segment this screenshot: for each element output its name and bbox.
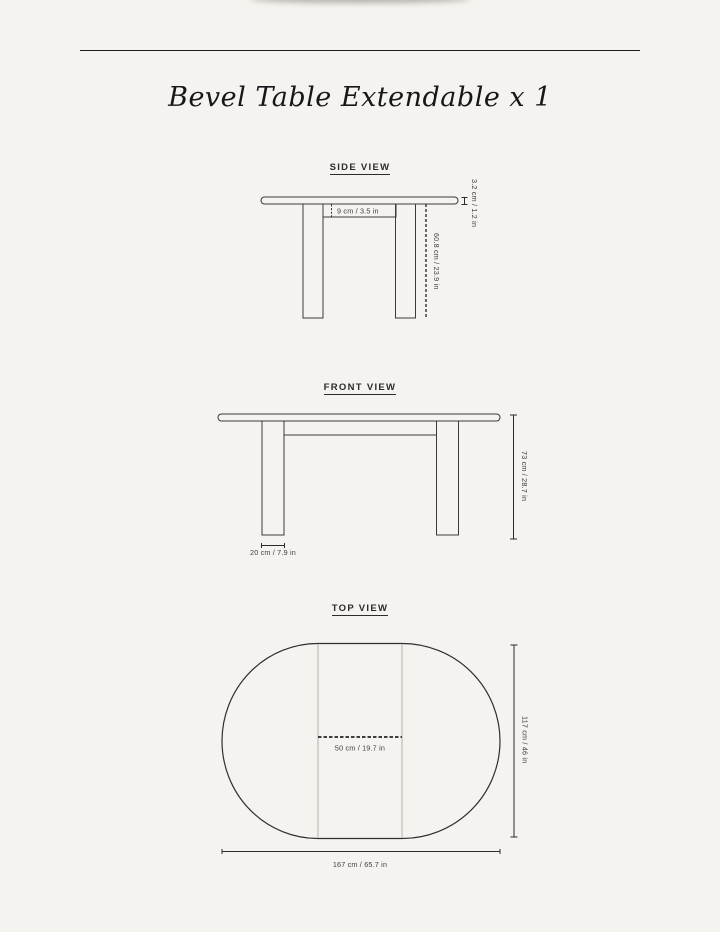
front-view-height-dim	[510, 415, 517, 539]
side-view-left-leg	[303, 204, 323, 318]
front-view-drawing	[218, 414, 529, 557]
front-view-height-label: 73 cm / 28.7 in	[520, 451, 529, 502]
side-view-right-leg	[396, 204, 416, 318]
side-view-apron-dim-label: 9 cm / 3.5 in	[337, 206, 379, 216]
front-view-label: FRONT VIEW	[323, 382, 397, 393]
front-view-tabletop	[218, 414, 500, 421]
page-title: Bevel Table Extendable x 1	[168, 82, 552, 113]
top-view-depth-dim	[511, 645, 518, 837]
side-view-thickness-marker	[462, 198, 468, 205]
top-view-depth-label: 117 cm / 46 in	[520, 716, 530, 764]
side-view-label: SIDE VIEW	[329, 162, 391, 173]
front-view-right-leg	[437, 421, 459, 535]
top-view-drawing	[222, 644, 530, 870]
side-view-drawing	[261, 179, 479, 318]
front-view-apron	[284, 421, 437, 435]
top-view-length-label: 167 cm / 65.7 in	[332, 860, 388, 869]
side-view-thickness-label: 3.2 cm / 1.2 in	[470, 179, 479, 228]
front-view-left-leg	[262, 421, 284, 535]
side-view-leg-height-label: 60.8 cm / 23.9 in	[432, 233, 441, 290]
top-view-length-dim	[222, 849, 500, 854]
top-view-leaf-label: 50 cm / 19.7 in	[334, 743, 386, 753]
top-view-tabletop-outline	[222, 644, 500, 839]
top-view-label: TOP VIEW	[331, 603, 389, 614]
side-view-tabletop	[261, 197, 458, 204]
front-view-leg-width-label: 20 cm / 7.9 in	[250, 548, 296, 557]
